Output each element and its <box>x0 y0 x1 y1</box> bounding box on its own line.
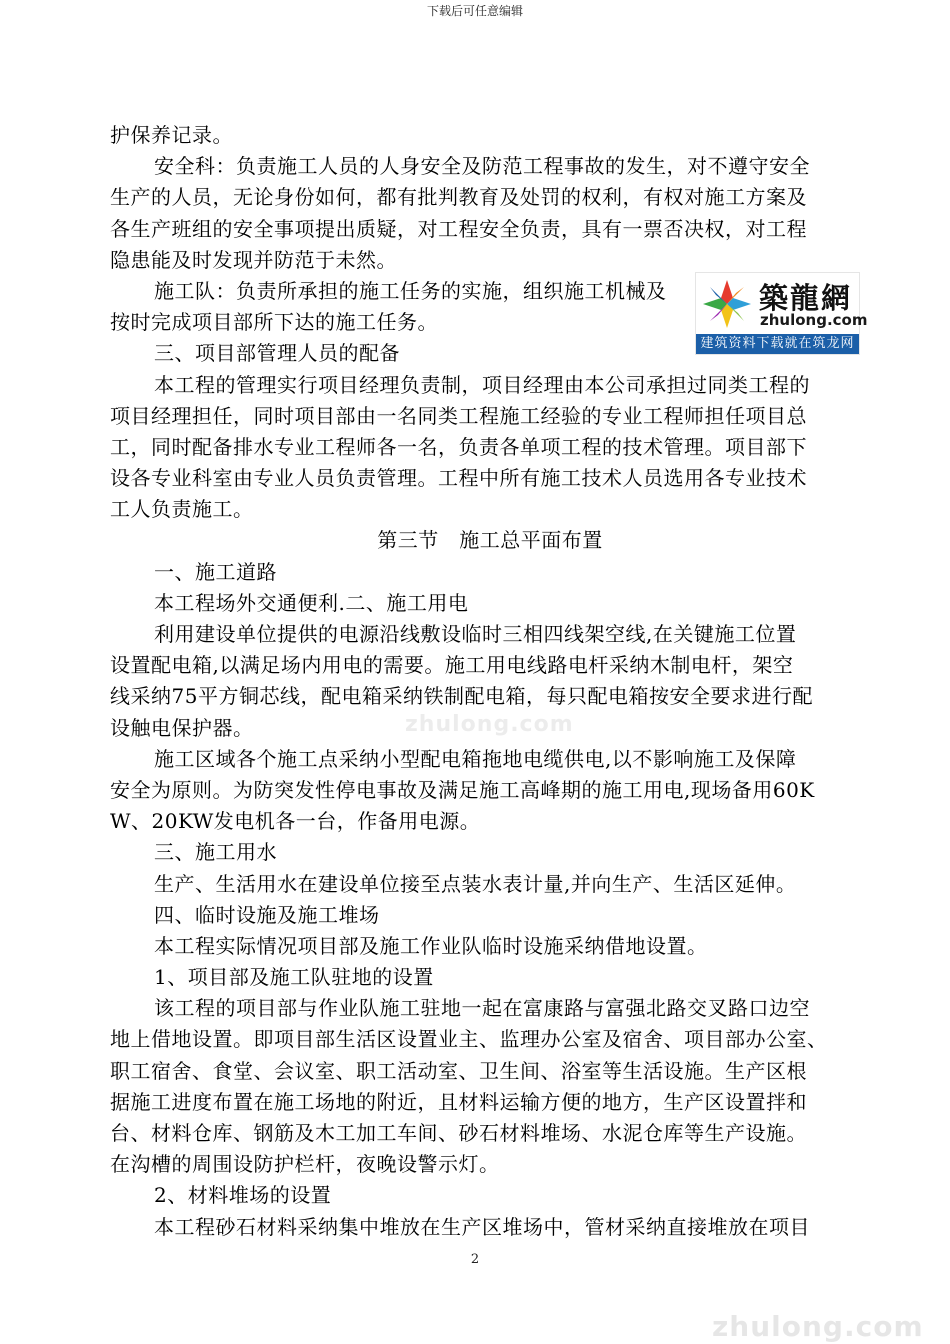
text-line: W、20KW发电机各一台，作备用电源。 <box>110 809 481 834</box>
header-note: 下载后可任意编辑 <box>426 4 523 18</box>
text-line: 设置配电箱,以满足场内用电的需要。施工用电线路电杆采纳木制电杆，架空 <box>110 653 794 678</box>
zhulong-logo <box>695 272 868 355</box>
text-line: 工人负责施工。 <box>110 497 254 522</box>
text-line: 三、施工用水 <box>154 840 277 865</box>
logo-domain: zhulong.com <box>760 311 868 329</box>
text-line: 三、项目部管理人员的配备 <box>154 341 400 366</box>
text-line: 本工程实际情况项目部及施工作业队临时设施采纳借地设置。 <box>154 933 708 958</box>
page-number: 2 <box>470 1252 480 1267</box>
text-line: 台、材料仓库、钢筋及木工加工车间、砂石材料堆场、水泥仓库等生产设施。 <box>110 1121 807 1145</box>
text-line: 一、施工道路 <box>154 559 277 584</box>
text-line: 隐患能及时发现并防范于未然。 <box>110 247 397 272</box>
text-line: 本工程场外交通便利.二、施工用电 <box>154 590 469 615</box>
zhulong-logo-icon <box>700 277 754 331</box>
text-line: 据施工进度布置在施工场地的附近，且材料运输方便的地方，生产区设置拌和 <box>110 1089 807 1114</box>
text-line: 安全科：负责施工人员的人身安全及防范工程事故的发生，对不遵守安全 <box>154 154 810 179</box>
text-line: 施工区域各个施工点采纳小型配电箱拖地电缆供电,以不影响施工及保障 <box>154 746 797 771</box>
logo-tagline: 建筑资料下载就在筑龙网 <box>696 334 859 354</box>
text-line: 生产、生活用水在建设单位接至点装水表计量,并向生产、生活区延伸。 <box>154 871 797 896</box>
text-line: 项目经理担任，同时项目部由一名同类工程施工经验的专业工程师担任项目总 <box>110 403 807 428</box>
text-line: 护保养记录。 <box>110 123 233 147</box>
text-line: 生产的人员，无论身份如何，都有批判教育及处罚的权利，有权对施工方案及 <box>110 185 807 210</box>
text-line: 设触电保护器。 <box>110 715 254 740</box>
text-line: 本工程的管理实行项目经理负责制，项目经理由本公司承担过同类工程的 <box>154 372 810 397</box>
section-heading: 第三节 施工总平面布置 <box>377 528 603 553</box>
text-line: 安全为原则。为防突发性停电事故及满足施工高峰期的施工用电,现场备用60K <box>110 777 815 802</box>
text-line: 该工程的项目部与作业队施工驻地一起在富康路与富强北路交叉路口边空 <box>154 996 810 1021</box>
text-line: 在沟槽的周围设防护栏杆，夜晚设警示灯。 <box>110 1152 500 1177</box>
text-line: 职工宿舍、食堂、会议室、职工活动室、卫生间、浴室等生活设施。生产区根 <box>110 1058 807 1083</box>
text-line: 施工队：负责所承担的施工任务的实施，组织施工机械及 <box>154 278 667 303</box>
text-line: 1、项目部及施工队驻地的设置 <box>154 965 434 990</box>
watermark-text: zhulong.com <box>405 712 574 737</box>
text-line: 本工程砂石材料采纳集中堆放在生产区堆场中，管材采纳直接堆放在项目 <box>154 1214 810 1239</box>
text-line: 工，同时配备排水专业工程师各一名，负责各单项工程的技术管理。项目部下 <box>110 434 807 459</box>
text-line: 各生产班组的安全事项提出质疑，对工程安全负责，具有一票否决权，对工程 <box>110 216 807 241</box>
text-line: 地上借地设置。即项目部生活区设置业主、监理办公室及宿舍、项目部办公室、 <box>110 1027 828 1052</box>
text-line: 按时完成项目部所下达的施工任务。 <box>110 310 438 335</box>
text-line: 线采纳75平方铜芯线，配电箱采纳铁制配电箱，每只配电箱按安全要求进行配 <box>110 684 813 709</box>
logo-name: 築龍網 <box>759 281 853 315</box>
text-line: 四、临时设施及施工堆场 <box>154 902 380 927</box>
watermark-text-bottom: zhulong.com <box>712 1310 924 1343</box>
text-line: 利用建设单位提供的电源沿线敷设临时三相四线架空线,在关键施工位置 <box>154 622 797 646</box>
text-line: 2、材料堆场的设置 <box>154 1183 332 1208</box>
text-line: 设各专业科室由专业人员负责管理。工程中所有施工技术人员选用各专业技术 <box>110 466 807 491</box>
